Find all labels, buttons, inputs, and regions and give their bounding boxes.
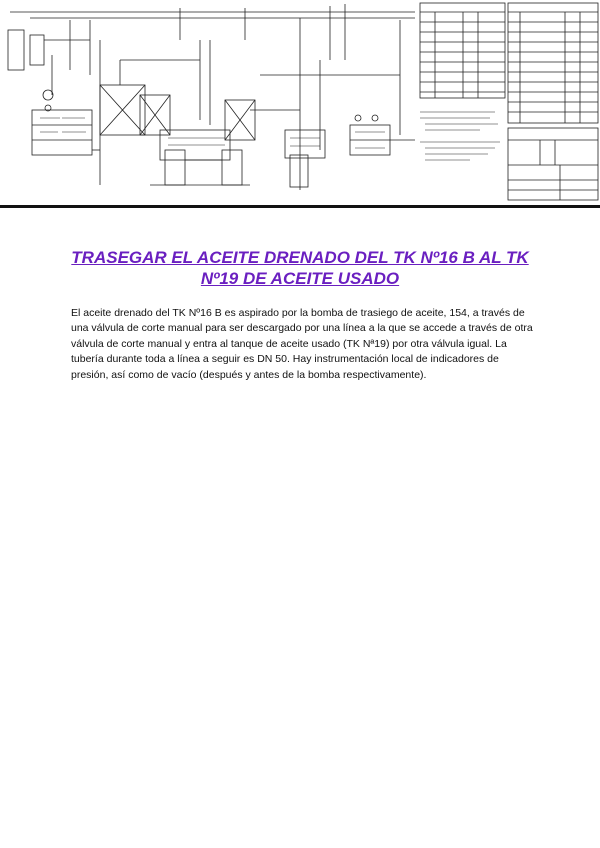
pid-drawing bbox=[0, 0, 600, 205]
pid-schematic-image bbox=[0, 0, 600, 208]
section-title: TRASEGAR EL ACEITE DRENADO DEL TK Nº16 B AL TK Nº19 DE ACEITE USADO bbox=[71, 248, 529, 288]
body-paragraph: El aceite drenado del TK Nº16 B es aspirado por la bomba de trasiego de aceite, 154, a través de una válvula de corte manual para ser descargado por una línea a la que se accede a través de otra válvula de corte manual y entra al tanque de aceite usado (TK Nª19) por otra válvula igual. La tubería durante toda a línea a seguir es DN 50. Hay instrumentación local de indicadores de presión, así como de vacío (después y antes de la bomba respectivamente). bbox=[71, 307, 533, 381]
